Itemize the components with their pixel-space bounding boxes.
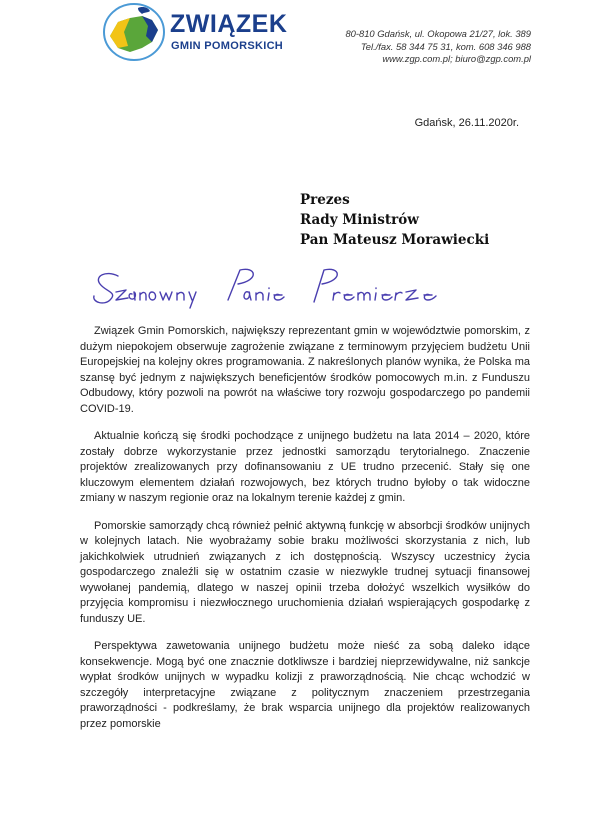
recipient-block [300,190,489,250]
body-paragraph-4: Perspektywa zawetowania unijnego budżetu może nieść za sobą daleko idące konsekwencje. Mogą być one znacznie dotkliwsze i bardziej nieprzewidywalne, niż sankcje wypłat środków unijnych w wypadku kolizji z praworządnością. Nie chcąc wchodzić w szczegóły interpretacyjne związane z politycznym znaczeniem przestrzegania praworządności - podkreślamy, że brak wsparcia unijnego dla projektów realizowanych przez pomorskie [80,640,530,730]
body-paragraph-2: Aktualnie kończą się środki pochodzące z unijnego budżetu na lata 2014 – 2020, które zostały dobrze wykorzystanie przez jednostki samorządu terytorialnego. Znaczenie projektów zrealizowanych przy dofinansowaniu z UE trudno przecenić. Stały się one kluczowym elementem działań rozwojowych, bez których trudno byłoby o tak widoczne zmiany w naszym regionie oraz na lokalnym terenie każdej z gmin. [80,430,530,504]
recipient-line-3: Pan Mateusz Morawiecki [300,232,490,248]
contact-address: 80-810 Gdańsk, ul. Okopowa 21/27, lok. 389 [345,28,531,39]
contact-block [345,28,531,66]
contact-web-email: www.zgp.com.pl; biuro@zgp.com.pl [382,53,531,64]
handwritten-salutation-image [88,262,468,312]
logo-name: ZWIĄZEK [170,10,288,38]
recipient-line-2: Rady Ministrów [300,212,419,228]
logo-subtitle: GMIN POMORSKICH [171,40,284,52]
pomerania-map-logo-icon [102,2,168,62]
body-paragraph-3: Pomorskie samorządy chcą również pełnić aktywną funkcję w absorbcji środków unijnych w kolejnych latach. Nie wyobrażamy sobie braku możliwości skorzystania z nich, lub jakichkolwiek utrudnień związanych z ich dostępnością. Wszyscy uczestnicy życia gospodarczego znaleźli się w ostatnim czasie w niezwykle trudnej sytuacji finansowej wywołanej pandemią, dlatego w naszej opinii trzeba dołożyć wszelkich wysiłków do przyjęcia kompromisu i niezwłocznego uruchomienia działań wspierających gospodarkę z funduszy UE. [80,519,530,625]
letter-body [80,324,530,744]
recipient-line-1: Prezes [300,192,350,208]
handwritten-salutation [88,262,468,317]
zgp-logo [102,2,288,64]
contact-phone: Tel./fax. 58 344 75 31, kom. 608 346 988 [360,40,531,52]
letter-date: Gdańsk, 26.11.2020r. [414,117,519,129]
body-paragraph-1: Związek Gmin Pomorskich, największy reprezentant gmin w województwie pomorskim, z dużym niepokojem obserwuje zagrożenie związane z terminowym przyjęciem budżetu Unii Europejskiej na kolejny okres programowania. Z nakreślonych planów wynika, że Polska ma szansę być jednym z największych beneficjentów środków pomocowych m.in. z Funduszu Odbudowy, który pozwoli na powrót na właściwe tory rozwoju gospodarczego po pandemii COVID-19. [80,325,530,415]
